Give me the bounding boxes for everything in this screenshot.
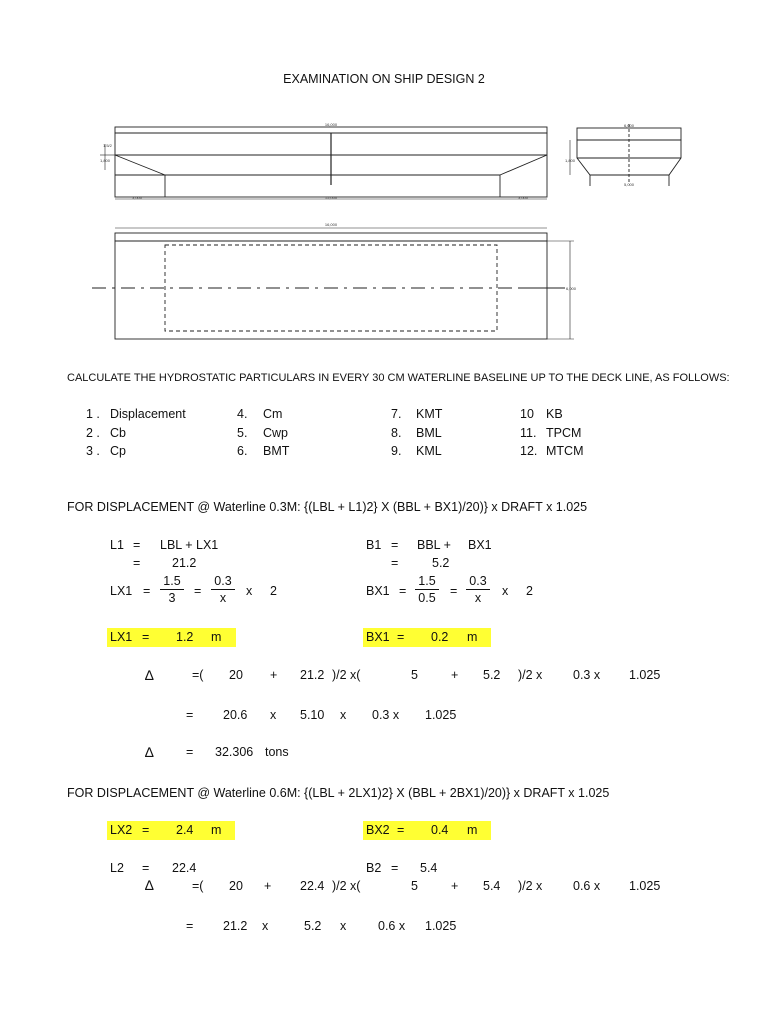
bx1-result-label: BX1 xyxy=(366,630,390,644)
calc-cell: + xyxy=(451,879,459,893)
list-item-num: 8. xyxy=(391,426,402,440)
l1-value: 21.2 xyxy=(172,556,197,570)
plan-top-dim: 16,000 xyxy=(324,222,338,227)
equals: = xyxy=(194,584,202,598)
b2-label: B2 xyxy=(366,861,382,875)
equals: = xyxy=(142,630,150,644)
calc-cell: 5.2 xyxy=(304,919,322,933)
times: x xyxy=(246,584,253,598)
calc-cell: + xyxy=(451,668,459,682)
l2-value: 22.4 xyxy=(172,861,197,875)
equals: = xyxy=(391,556,399,570)
l1-label: L1 xyxy=(110,538,124,552)
section2-heading: FOR DISPLACEMENT @ Waterline 0.6M: {(LBL + 2LX1)2} X (BBL + 2BX1)/20)} x DRAFT x 1.025 xyxy=(67,786,610,800)
calc-cell: 0.6 x xyxy=(573,879,601,893)
section-bottom-dim: 5,000 xyxy=(623,182,635,187)
denominator: x xyxy=(219,591,227,605)
bx2-label: BX2 xyxy=(366,823,390,837)
two: 2 xyxy=(526,584,533,598)
calc-cell: =( xyxy=(192,668,204,682)
list-item-label: Cb xyxy=(110,426,126,440)
denominator: 3 xyxy=(168,591,176,605)
delta-symbol: ∆ xyxy=(145,744,154,760)
list-item-label: Cwp xyxy=(263,426,289,440)
numerator: 1.5 xyxy=(418,574,436,588)
calc-cell: )/2 x( xyxy=(332,879,361,893)
page-title: EXAMINATION ON SHIP DESIGN 2 xyxy=(283,72,485,86)
calc-cell: 1.025 xyxy=(629,879,661,893)
l1-expr: LBL + LX1 xyxy=(160,538,219,552)
list-item-num: 6. xyxy=(237,444,248,458)
two: 2 xyxy=(270,584,277,598)
bx1-label: BX1 xyxy=(366,584,390,598)
list-item-label: KB xyxy=(546,407,563,421)
list-item-label: Displacement xyxy=(110,407,186,421)
b1-label: B1 xyxy=(366,538,382,552)
lx1-fraction-1 xyxy=(160,574,184,605)
equals: = xyxy=(142,861,150,875)
equals: = xyxy=(391,861,399,875)
list-item-label: BMT xyxy=(263,444,290,458)
calc-cell: 20.6 xyxy=(223,708,248,722)
list-item-num: 12. xyxy=(520,444,538,458)
numerator: 1.5 xyxy=(163,574,181,588)
calc-cell: x xyxy=(340,919,347,933)
equals: = xyxy=(391,538,399,552)
calc-cell: )/2 x( xyxy=(332,668,361,682)
numerator: 0.3 xyxy=(469,574,487,588)
calc-cell: x xyxy=(340,708,347,722)
b1-value: 5.2 xyxy=(432,556,450,570)
calc-cell: 5.4 xyxy=(483,879,501,893)
lx1-result-value: 1.2 xyxy=(176,630,194,644)
unit-m: m xyxy=(467,823,478,837)
calc-cell: 5 xyxy=(411,668,418,682)
lx1-label: LX1 xyxy=(110,584,133,598)
side-bottom-right-dim: 3,000 xyxy=(517,195,529,200)
calc-cell: x xyxy=(270,708,277,722)
calc-cell: 1.025 xyxy=(629,668,661,682)
calc-cell: 21.2 xyxy=(223,919,248,933)
list-item-label: TPCM xyxy=(546,426,582,440)
calc-cell: 0.3 x xyxy=(573,668,601,682)
section-height-dim: 1,800 xyxy=(565,158,576,163)
calc-cell: 0.6 x xyxy=(378,919,406,933)
equals: = xyxy=(143,584,151,598)
calc-cell: 20 xyxy=(229,879,243,893)
list-item-num: 7. xyxy=(391,407,402,421)
b2-value: 5.4 xyxy=(420,861,438,875)
numerator: 0.3 xyxy=(214,574,232,588)
calc-cell: x xyxy=(262,919,269,933)
list-item-label: Cp xyxy=(110,444,126,458)
lx1-result-label: LX1 xyxy=(110,630,133,644)
side-left-dim: 1.5/2 xyxy=(103,143,112,148)
lx1-fraction-2 xyxy=(211,574,235,605)
displacement-result: 32.306 xyxy=(215,745,254,759)
unit-m: m xyxy=(211,823,222,837)
calc-cell: 5 xyxy=(411,879,418,893)
equals: = xyxy=(397,630,405,644)
unit-m: m xyxy=(467,630,478,644)
b1-expr-a: BBL + xyxy=(417,538,451,552)
equals: = xyxy=(133,538,141,552)
list-item-num: 1 . xyxy=(86,407,100,421)
calc-cell: 21.2 xyxy=(300,668,325,682)
list-item-num: 3 . xyxy=(86,444,100,458)
delta-symbol: ∆ xyxy=(145,877,154,893)
bx1-fraction-2 xyxy=(466,574,490,605)
plan-right-dim: 6,000 xyxy=(566,286,577,291)
calc-cell: + xyxy=(270,668,278,682)
calc-cell: = xyxy=(186,708,194,722)
list-item-label: BML xyxy=(416,426,442,440)
bx1-fraction-1 xyxy=(415,574,439,605)
side-top-dim: 16,000 xyxy=(324,122,338,127)
section-top-dim: 6,000 xyxy=(623,123,635,128)
calc-cell: = xyxy=(186,745,194,759)
list-item-num: 2 . xyxy=(86,426,100,440)
equals: = xyxy=(133,556,141,570)
b1-expr-b: BX1 xyxy=(468,538,492,552)
side-height-dim: 1,800 xyxy=(100,158,111,163)
side-bottom-left-dim: 3,000 xyxy=(131,195,143,200)
unit-tons: tons xyxy=(265,745,289,759)
calc-cell: 22.4 xyxy=(300,879,325,893)
unit-m: m xyxy=(211,630,222,644)
calc-cell: =( xyxy=(192,879,204,893)
list-item-label: Cm xyxy=(263,407,283,421)
bx1-result-value: 0.2 xyxy=(431,630,449,644)
lx2-label: LX2 xyxy=(110,823,133,837)
times: x xyxy=(502,584,509,598)
bx2-value: 0.4 xyxy=(431,823,449,837)
calc-cell: 20 xyxy=(229,668,243,682)
l2-label: L2 xyxy=(110,861,124,875)
calc-cell: 1.025 xyxy=(425,919,457,933)
delta-symbol: ∆ xyxy=(145,667,154,683)
calc-cell: = xyxy=(186,919,194,933)
calc-cell: 0.3 x xyxy=(372,708,400,722)
list-item-num: 9. xyxy=(391,444,402,458)
instruction-text: CALCULATE THE HYDROSTATIC PARTICULARS IN EVERY 30 CM WATERLINE BASELINE UP TO THE DECK LINE, AS FOLLOWS: xyxy=(67,372,730,384)
section1-heading: FOR DISPLACEMENT @ Waterline 0.3M: {(LBL + L1)2} X (BBL + BX1)/20)} x DRAFT x 1.025 xyxy=(67,500,588,514)
side-bottom-mid-dim: 15,000 xyxy=(324,195,338,200)
calc-cell: 5.10 xyxy=(300,708,325,722)
list-item-num: 10 xyxy=(520,407,534,421)
equals: = xyxy=(450,584,458,598)
calc-cell: 5.2 xyxy=(483,668,501,682)
lx2-value: 2.4 xyxy=(176,823,194,837)
denominator: x xyxy=(474,591,482,605)
list-item-label: KML xyxy=(416,444,442,458)
list-item-label: KMT xyxy=(416,407,443,421)
calc-cell: 1.025 xyxy=(425,708,457,722)
list-item-label: MTCM xyxy=(546,444,584,458)
equals: = xyxy=(397,823,405,837)
equals: = xyxy=(142,823,150,837)
list-item-num: 11. xyxy=(520,426,537,440)
calc-cell: )/2 x xyxy=(518,668,543,682)
list-item-num: 5. xyxy=(237,426,248,440)
calc-cell: + xyxy=(264,879,272,893)
equals: = xyxy=(399,584,407,598)
calc-cell: )/2 x xyxy=(518,879,543,893)
list-item-num: 4. xyxy=(237,407,248,421)
denominator: 0.5 xyxy=(418,591,436,605)
